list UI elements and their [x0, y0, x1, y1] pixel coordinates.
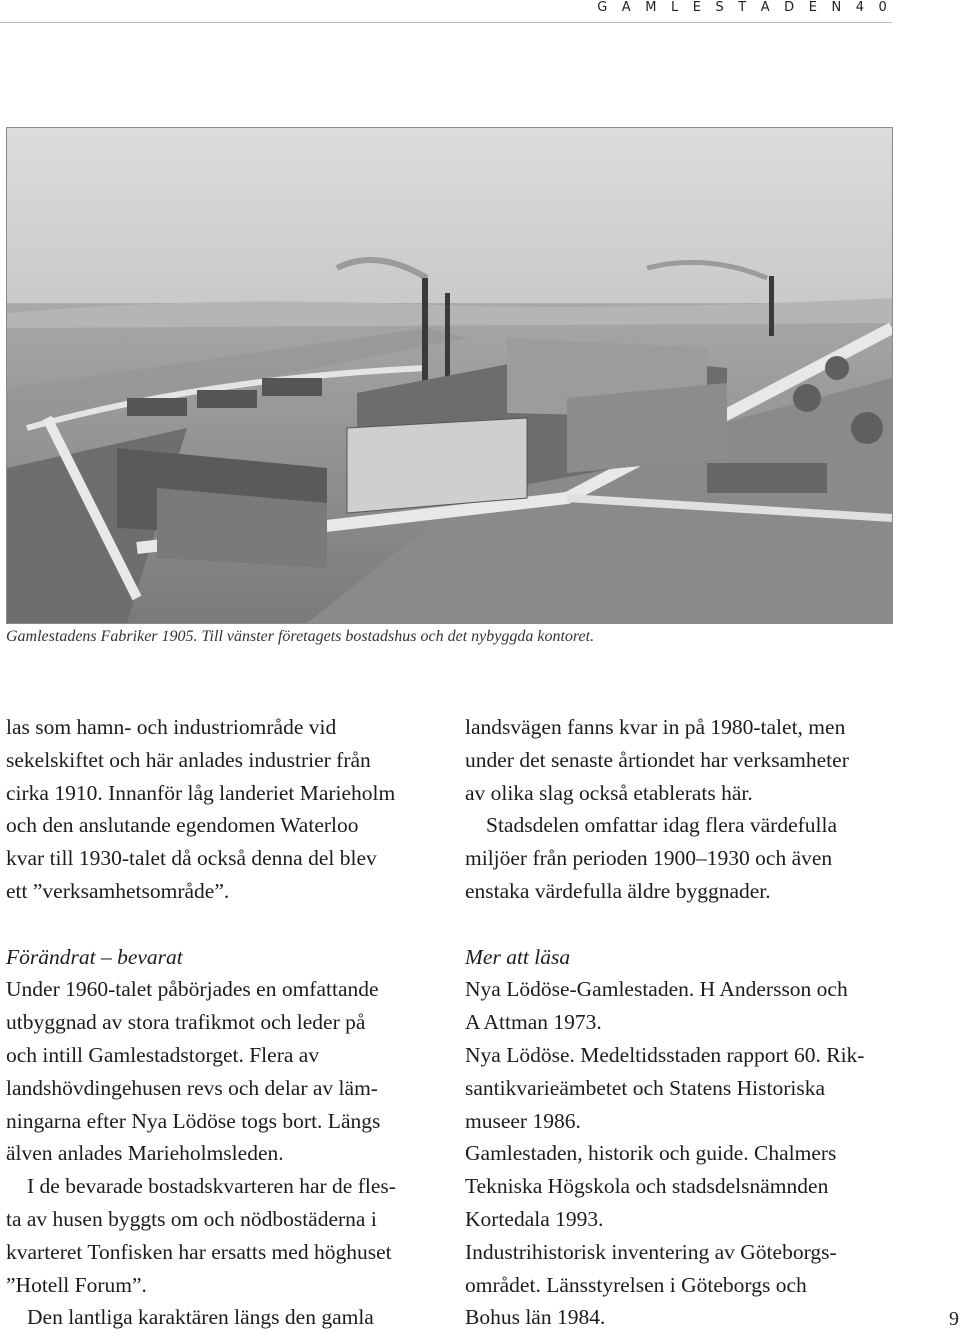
text-line: ”Hotell Forum”. — [6, 1272, 147, 1297]
text-line: och den anslutande egendomen Waterloo — [6, 813, 359, 838]
text-line: sekelskiftet och här anlades industrier från — [6, 747, 371, 772]
section-heading-forandrat: Förändrat – bevarat — [6, 944, 183, 969]
text-line: kvar till 1930-talet då också denna del blev — [6, 846, 377, 871]
text-line: älven anlades Marieholmsleden. — [6, 1141, 284, 1166]
reference-line: Kortedala 1993. — [465, 1206, 604, 1231]
right-column — [465, 711, 895, 1334]
reference-line: området. Länsstyrelsen i Göteborgs och — [465, 1272, 807, 1297]
left-paragraph-3 — [6, 1170, 436, 1301]
left-paragraph-4 — [6, 1301, 436, 1334]
text-line: av olika slag också etablerats här. — [465, 780, 753, 805]
text-line: Den lantliga karaktären längs den gamla — [27, 1305, 374, 1330]
figure-caption: Gamlestadens Fabriker 1905. Till vänster företagets bostadshus och det nybyggda kontoret. — [6, 628, 595, 645]
text-line: landsvägen fanns kvar in på 1980-talet, men — [465, 715, 846, 739]
factory-drawing — [7, 128, 892, 623]
text-line: under det senaste årtiondet har verksamheter — [465, 747, 849, 772]
running-header — [0, 0, 892, 23]
reference-line: A Attman 1973. — [465, 1010, 602, 1035]
text-line: utbyggnad av stora trafikmot och leder på — [6, 1010, 366, 1035]
text-line: ta av husen byggts om och nödbostäderna i — [6, 1206, 377, 1231]
right-paragraph-1 — [465, 711, 895, 809]
text-line: las som hamn- och industriområde vid — [6, 715, 337, 739]
reference-line: Nya Lödöse. Medeltidsstaden rapport 60. Rik- — [465, 1042, 865, 1067]
text-line: ningarna efter Nya Lödöse togs bort. Längs — [6, 1108, 381, 1133]
text-line: miljöer från perioden 1900–1930 och även — [465, 846, 833, 871]
text-line: kvarteret Tonfisken har ersatts med höghuset — [6, 1239, 392, 1264]
left-paragraph-2 — [6, 973, 436, 1170]
reference-line: Nya Lödöse-Gamlestaden. H Andersson och — [465, 977, 848, 1002]
text-line: och intill Gamlestadstorget. Flera av — [6, 1042, 320, 1067]
text-line: I de bevarade bostadskvarteren har de fles- — [27, 1174, 396, 1199]
reference-line: Industrihistorisk inventering av Göteborgs- — [465, 1239, 837, 1264]
left-column — [6, 711, 436, 1334]
text-line: ett ”verksamhetsområde”. — [6, 878, 230, 903]
running-title: G A M L E S T A D E N 4 0 — [597, 0, 892, 15]
text-line: cirka 1910. Innanför låg landeriet Marieholm — [6, 780, 396, 805]
reading-list — [465, 973, 895, 1334]
historical-factory-illustration — [6, 127, 893, 624]
section-heading-mer-att-lasa: Mer att läsa — [465, 944, 571, 969]
reference-line: museer 1986. — [465, 1108, 581, 1133]
page-number: 9 — [949, 1308, 959, 1330]
text-line: landshövdingehusen revs och delar av läm- — [6, 1075, 378, 1100]
reference-line: santikvarieämbetet och Statens Historiska — [465, 1075, 826, 1100]
right-paragraph-2 — [465, 809, 895, 907]
left-paragraph-1 — [6, 711, 436, 908]
reference-line: Gamlestaden, historik och guide. Chalmers — [465, 1141, 837, 1166]
reference-line: Bohus län 1984. — [465, 1305, 606, 1330]
text-line: enstaka värdefulla äldre byggnader. — [465, 878, 771, 903]
reference-line: Tekniska Högskola och stadsdelsnämnden — [465, 1174, 829, 1199]
text-line: Under 1960-talet påbörjades en omfattande — [6, 977, 379, 1002]
text-line: Stadsdelen omfattar idag flera värdefulla — [486, 813, 838, 838]
